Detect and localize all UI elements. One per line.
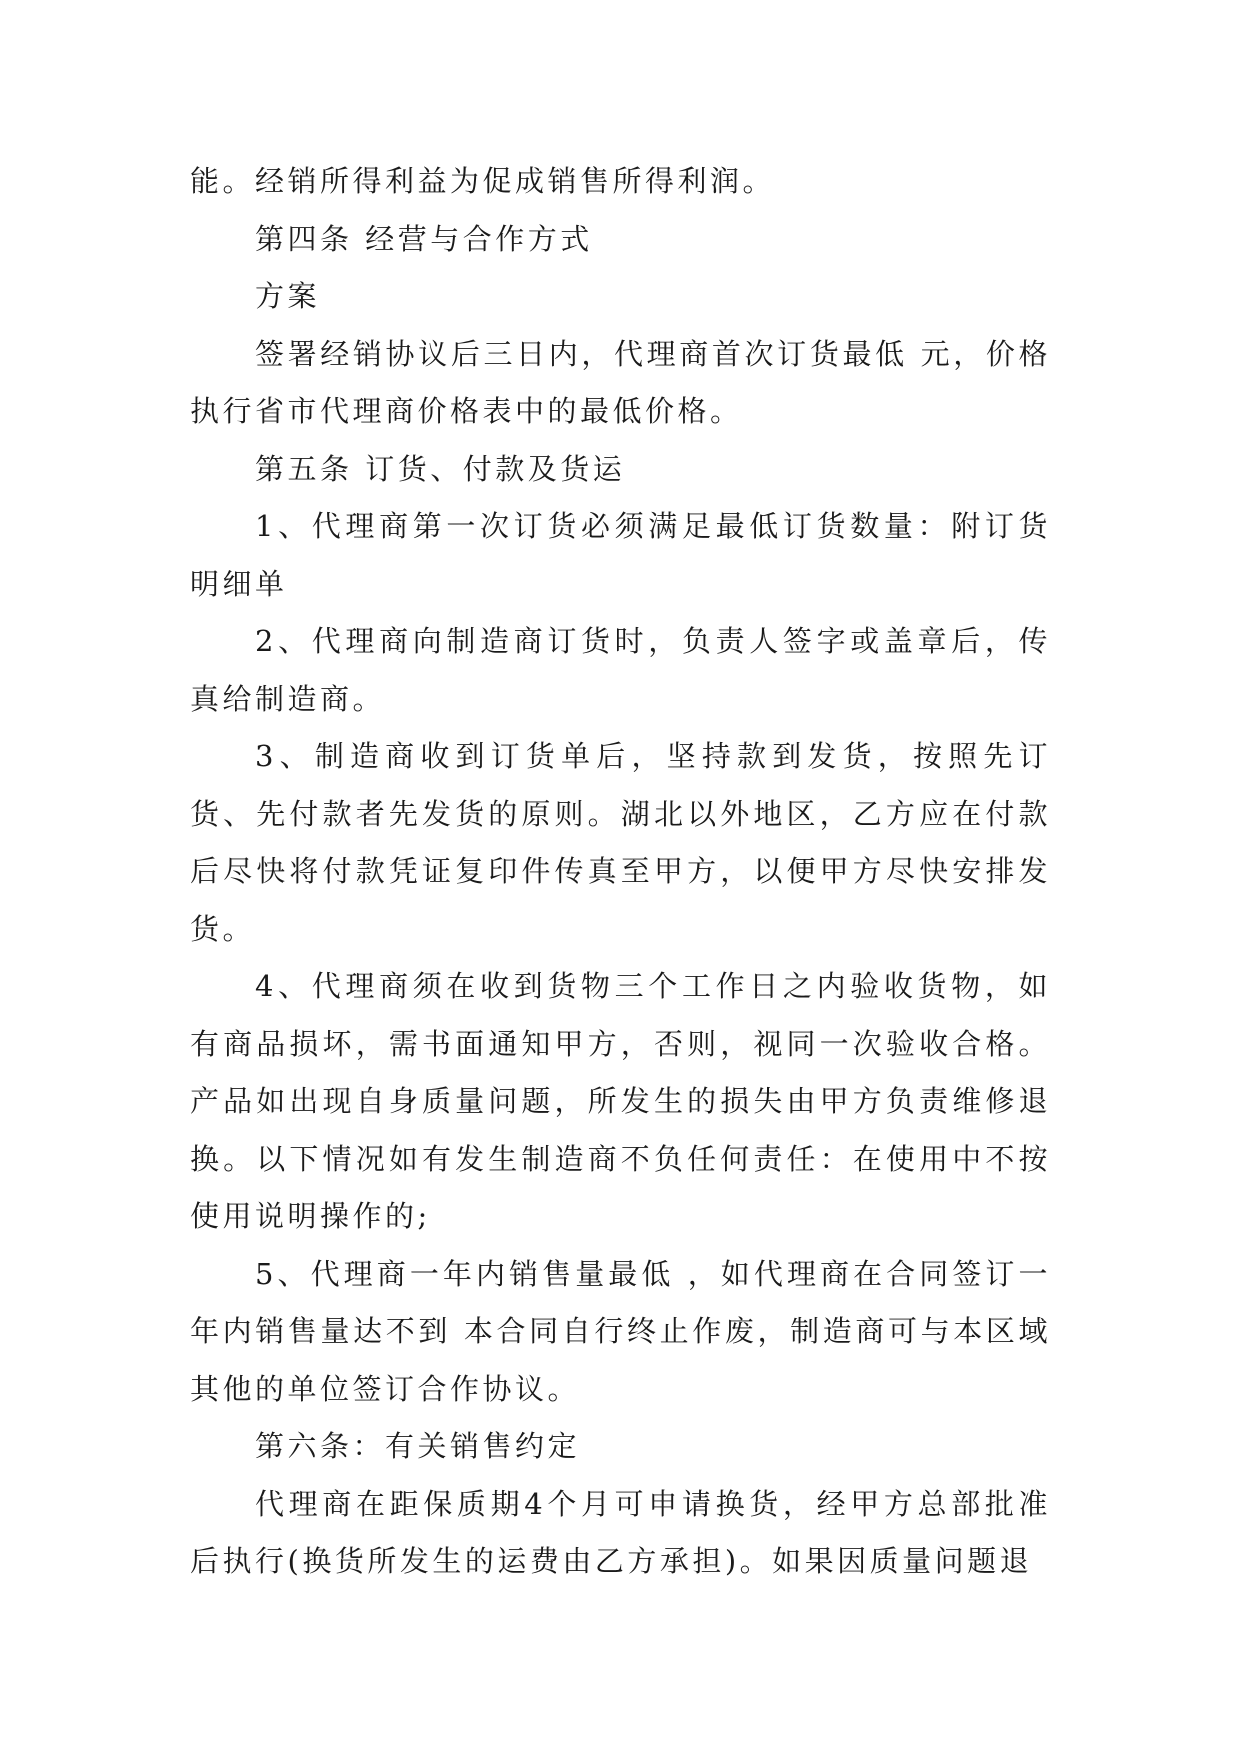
clause-2: 2、代理商向制造商订货时，负责人签字或盖章后，传真给制造商。 — [190, 624, 1051, 716]
document-body — [190, 153, 1051, 1591]
plan-label: 方案 — [255, 279, 321, 313]
clause-4: 4、代理商须在收到货物三个工作日之内验收货物，如有商品损坏，需书面通知甲方，否则，视同一次验收合格。产品如出现自身质量问题，所发生的损失由甲方负责维修退换。以下情况如有发生制造商不负任何责任：在使用中不按使用说明操作的; — [190, 969, 1051, 1233]
paragraph-exchange: 代理商在距保质期4个月可申请换货，经甲方总部批准后执行(换货所发生的运费由乙方承担)。如果因质量问题退 — [190, 1486, 1051, 1578]
clause-3: 3、制造商收到订货单后，坚持款到发货，按照先订货、先付款者先发货的原则。湖北以外地区，乙方应在付款后尽快将付款凭证复印件传真至甲方，以便甲方尽快安排发货。 — [190, 739, 1051, 946]
clause-5: 5、代理商一年内销售量最低 ，如代理商在合同签订一年内销售量达不到 本合同自行终止作废，制造商可与本区域其他的单位签订合作协议。 — [190, 1256, 1051, 1406]
clause-1: 1、代理商第一次订货必须满足最低订货数量：附订货明细单 — [190, 509, 1051, 601]
paragraph-first-order: 签署经销协议后三日内，代理商首次订货最低 元，价格执行省市代理商价格表中的最低价格。 — [190, 336, 1051, 428]
article-4-heading: 第四条 经营与合作方式 — [255, 221, 593, 256]
article-6-heading: 第六条：有关销售约定 — [255, 1429, 581, 1463]
article-5-heading: 第五条 订货、付款及货运 — [255, 451, 626, 486]
paragraph-continuation: 能。经销所得利益为促成销售所得利润。 — [190, 164, 776, 198]
